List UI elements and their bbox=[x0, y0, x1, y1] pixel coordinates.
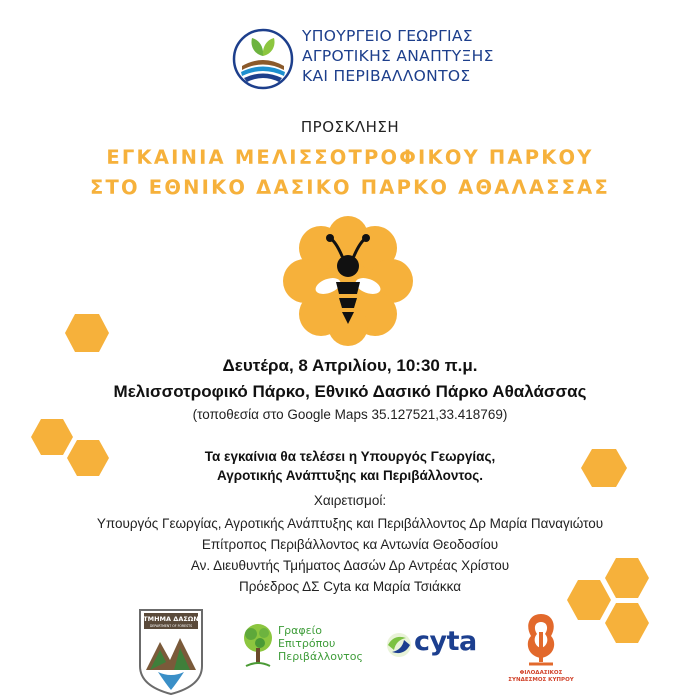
association-line: ΣΥΝΔΕΣΜΟΣ ΚΥΠΡΟΥ bbox=[508, 677, 574, 683]
forest-department-subtitle: DEPARTMENT OF FORESTS bbox=[149, 624, 193, 628]
ministry-name-line: ΑΓΡΟΤΙΚΗΣ ΑΝΑΠΤΥΞΗΣ bbox=[302, 47, 494, 65]
commissioner-line: Περιβάλλοντος bbox=[278, 650, 363, 663]
commissioner-line: Επιτρόπου bbox=[278, 637, 336, 650]
honeycomb-decoration-icon bbox=[64, 313, 110, 353]
greeting-speaker: Υπουργός Γεωργίας, Αγροτικής Ανάπτυξης και Περιβάλλοντος Δρ Μαρία Παναγιώτου bbox=[96, 516, 604, 531]
tree-icon bbox=[240, 622, 276, 670]
event-place: Μελισσοτροφικό Πάρκο, Εθνικό Δασικό Πάρκο Αθαλάσσας bbox=[113, 382, 587, 401]
greetings-heading: Χαιρετισμοί: bbox=[313, 493, 387, 508]
commissioner-line: Γραφείο bbox=[278, 624, 323, 637]
ceremony-line: Τα εγκαίνια θα τελέσει η Υπουργός Γεωργίας, bbox=[204, 449, 496, 464]
greeting-speaker: Αν. Διευθυντής Τμήματος Δασών Δρ Αντρέας Χρίστου bbox=[190, 558, 510, 573]
ministry-logo-icon bbox=[232, 28, 294, 90]
cyta-logo bbox=[384, 624, 477, 666]
environment-commissioner-name bbox=[278, 624, 363, 663]
cyta-swirl-icon bbox=[384, 630, 414, 660]
association-line: ΦΙΛΟΔΑΣΙΚΟΣ bbox=[519, 670, 563, 676]
invitation-label: ΠΡΟΣΚΛΗΣΗ bbox=[300, 118, 400, 136]
ministry-name-line: ΚΑΙ ΠΕΡΙΒΑΛΛΟΝΤΟΣ bbox=[302, 67, 471, 85]
cyta-wordmark: cyta bbox=[414, 626, 477, 657]
ministry-name-line: ΥΠΟΥΡΓΕΙΟ ΓΕΩΡΓΙΑΣ bbox=[302, 27, 473, 45]
event-title-line: ΕΓΚΑΙΝΙΑ ΜΕΛΙΣΣΟΤΡΟΦΙΚΟΥ ΠΑΡΚΟΥ bbox=[106, 146, 594, 169]
event-location-note: (τοποθεσία στο Google Maps 35.127521,33.418769) bbox=[192, 407, 508, 422]
forest-association-logo bbox=[508, 612, 574, 696]
forest-association-emblem-icon bbox=[521, 612, 561, 668]
greeting-speaker: Πρόεδρος ΔΣ Cyta κα Μαρία Τσιάκκα bbox=[238, 579, 461, 594]
ministry-name bbox=[302, 26, 494, 86]
forest-association-name bbox=[508, 670, 574, 684]
ceremony-text bbox=[0, 447, 700, 485]
bee-icon bbox=[278, 216, 418, 346]
greeting-speaker: Επίτροπος Περιβάλλοντος κα Αντωνία Θεοδοσίου bbox=[201, 537, 499, 552]
forest-department-title: ΤΜΗΜΑ ΔΑΣΩΝ bbox=[143, 615, 199, 623]
greetings-list bbox=[0, 513, 700, 597]
event-title-line: ΣΤΟ ΕΘΝΙΚΟ ΔΑΣΙΚΟ ΠΑΡΚΟ ΑΘΑΛΑΣΣΑΣ bbox=[90, 176, 610, 199]
environment-commissioner-logo bbox=[240, 618, 370, 676]
forest-department-logo-icon bbox=[136, 608, 206, 696]
event-date-time: Δευτέρα, 8 Απριλίου, 10:30 π.μ. bbox=[222, 356, 478, 375]
ceremony-line: Αγροτικής Ανάπτυξης και Περιβάλλοντος. bbox=[216, 468, 484, 483]
